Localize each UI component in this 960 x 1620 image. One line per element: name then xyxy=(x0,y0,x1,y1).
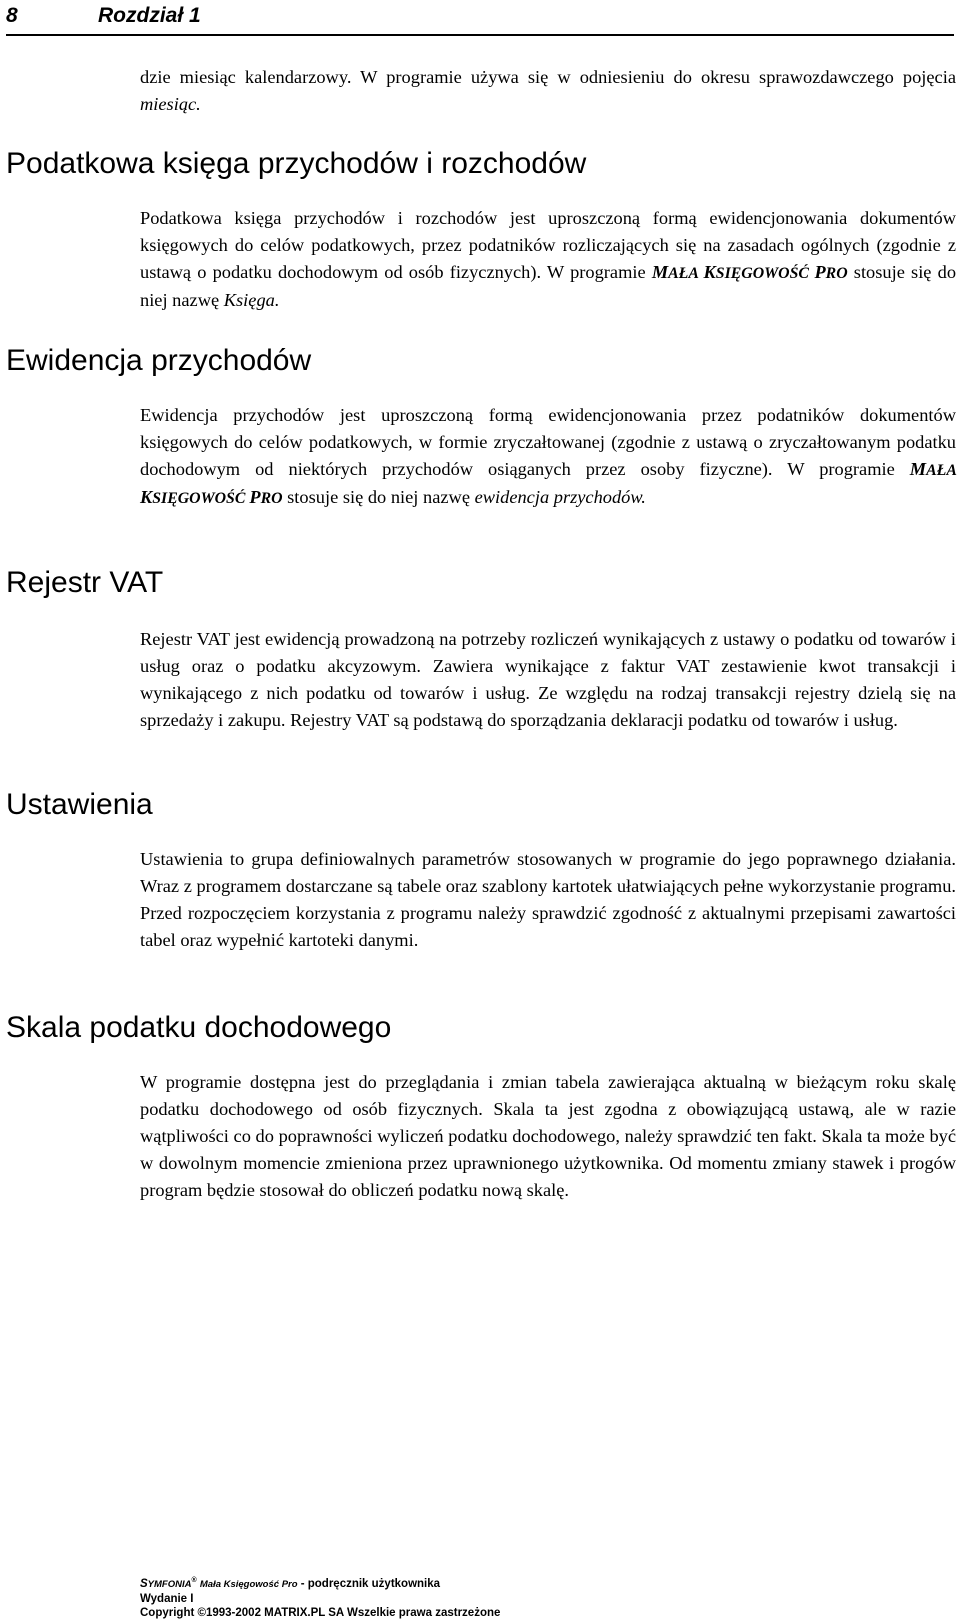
pn: M xyxy=(651,262,669,282)
page-header xyxy=(6,4,954,36)
intro-text: dzie miesiąc kalendarzowy. W programie używa się w odniesieniu do okresu sprawozdawczego pojęcia xyxy=(140,67,956,87)
text: Podatkowa księga przychodów i rozchodów jest uproszczoną formą ewidencjonowania dokumentów księgowych do celów podatkowych, przez podatników rozliczających się na zasadach ogólnych (zgodnie z ustawą o podatku dochodowym od osób fizycznych). W programie xyxy=(140,208,956,282)
pn: K xyxy=(703,262,716,282)
pn: SIĘGOWOŚĆ xyxy=(715,265,809,282)
section-heading-rejestr-vat: Rejestr VAT xyxy=(6,566,164,599)
section-text-ustawienia: Ustawienia to grupa definiowalnych parametrów stosowanych w programie do jego poprawnego działania. Wraz z programem dostarczane są tabele oraz szablony kartotek ułatwiających pełne wykorzystanie programu. Przed rozpoczęciem korzystania z programu należy sprawdzić zgodność z aktualnymi przepisami zawartości tabel oraz wypełnić kartoteki danymi. xyxy=(140,849,956,950)
registered-mark: ® xyxy=(191,1577,197,1584)
manual-label: - podręcznik użytkownika xyxy=(297,1577,441,1590)
pn: RO xyxy=(825,265,848,282)
intro-paragraph xyxy=(140,64,956,118)
section-heading-ewidencja: Ewidencja przychodów xyxy=(6,344,312,377)
page-number: 8 xyxy=(6,4,18,27)
product-name: Mała Księgowość Pro xyxy=(199,1578,298,1590)
brand: S xyxy=(140,1577,148,1590)
pn: AŁA xyxy=(926,462,956,479)
footer-edition: Wydanie I xyxy=(140,1592,194,1605)
text: stosuje się do niej nazwę xyxy=(140,262,957,310)
footer-copyright: Copyright ©1993-2002 MATRIX.PL SA Wszelkie prawa zastrzeżone xyxy=(140,1606,501,1619)
section-heading-ksiega: Podatkowa księga przychodów i rozchodów xyxy=(6,147,587,180)
section-text-rejestr-vat: Rejestr VAT jest ewidencją prowadzoną na potrzeby rozliczeń wynikających z ustawy o podatku od towarów i usług oraz o podatku akcyzowym. Zawiera wynikające z faktur VAT zestawienie kwot transakcji i wynikającego z nich podatku od towarów i usług. Ze względu na rodzaj transakcji rejestry dzielą się na sprzedaży i zakupu. Rejestry VAT są podstawą do sporządzania deklaracji podatku od towarów i usług. xyxy=(140,629,956,730)
section-text-ewidencja xyxy=(140,402,956,512)
pn: M xyxy=(909,459,927,479)
pn: RO xyxy=(260,490,283,507)
section-text-skala: W programie dostępna jest do przeglądania i zmian tabela zawierająca aktualną w bieżącym roku skalę podatku dochodowego od osób fizycznych. Skala ta jest zgodna z obowiązującą ustawą, ale w razie wątpliwości co do poprawności wyliczeń podatku dochodowego, należy sprawdzić ten fakt. Skala ta może być w dowolnym momencie zmieniona przez uprawnionego użytkownika. Od momentu zmiany stawek i progów program będzie stosował do obliczeń podatku nową skalę. xyxy=(140,1072,956,1200)
brand: YMFONIA xyxy=(147,1578,192,1590)
term: ewidencja przychodów. xyxy=(474,487,646,507)
pn: SIĘGOWOŚĆ xyxy=(152,490,246,507)
pn: P xyxy=(814,262,826,282)
section-heading-skala: Skala podatku dochodowego xyxy=(6,1011,392,1044)
program-name xyxy=(651,262,848,282)
footer-product-line xyxy=(140,1574,500,1592)
pn: P xyxy=(249,487,261,507)
intro-term: miesiąc. xyxy=(140,94,201,114)
pn: K xyxy=(140,487,153,507)
text: Ewidencja przychodów jest uproszczoną formą ewidencjonowania przez podatników dokumentów księgowych do celów podatkowych, w formie zryczałtowanej (zgodnie z ustawą o zryczałtowanym podatku dochodowym od niektórych przychodów osiąganych przez osoby fizyczne). W programie xyxy=(140,405,956,479)
section-text-ksiega xyxy=(140,205,956,314)
chapter-title: Rozdział 1 xyxy=(98,4,201,27)
term: Księga. xyxy=(223,290,280,310)
pn: AŁA xyxy=(668,265,699,282)
section-heading-ustawienia: Ustawienia xyxy=(6,788,153,821)
page-footer xyxy=(140,1574,500,1620)
text: stosuje się do niej nazwę xyxy=(282,487,475,507)
